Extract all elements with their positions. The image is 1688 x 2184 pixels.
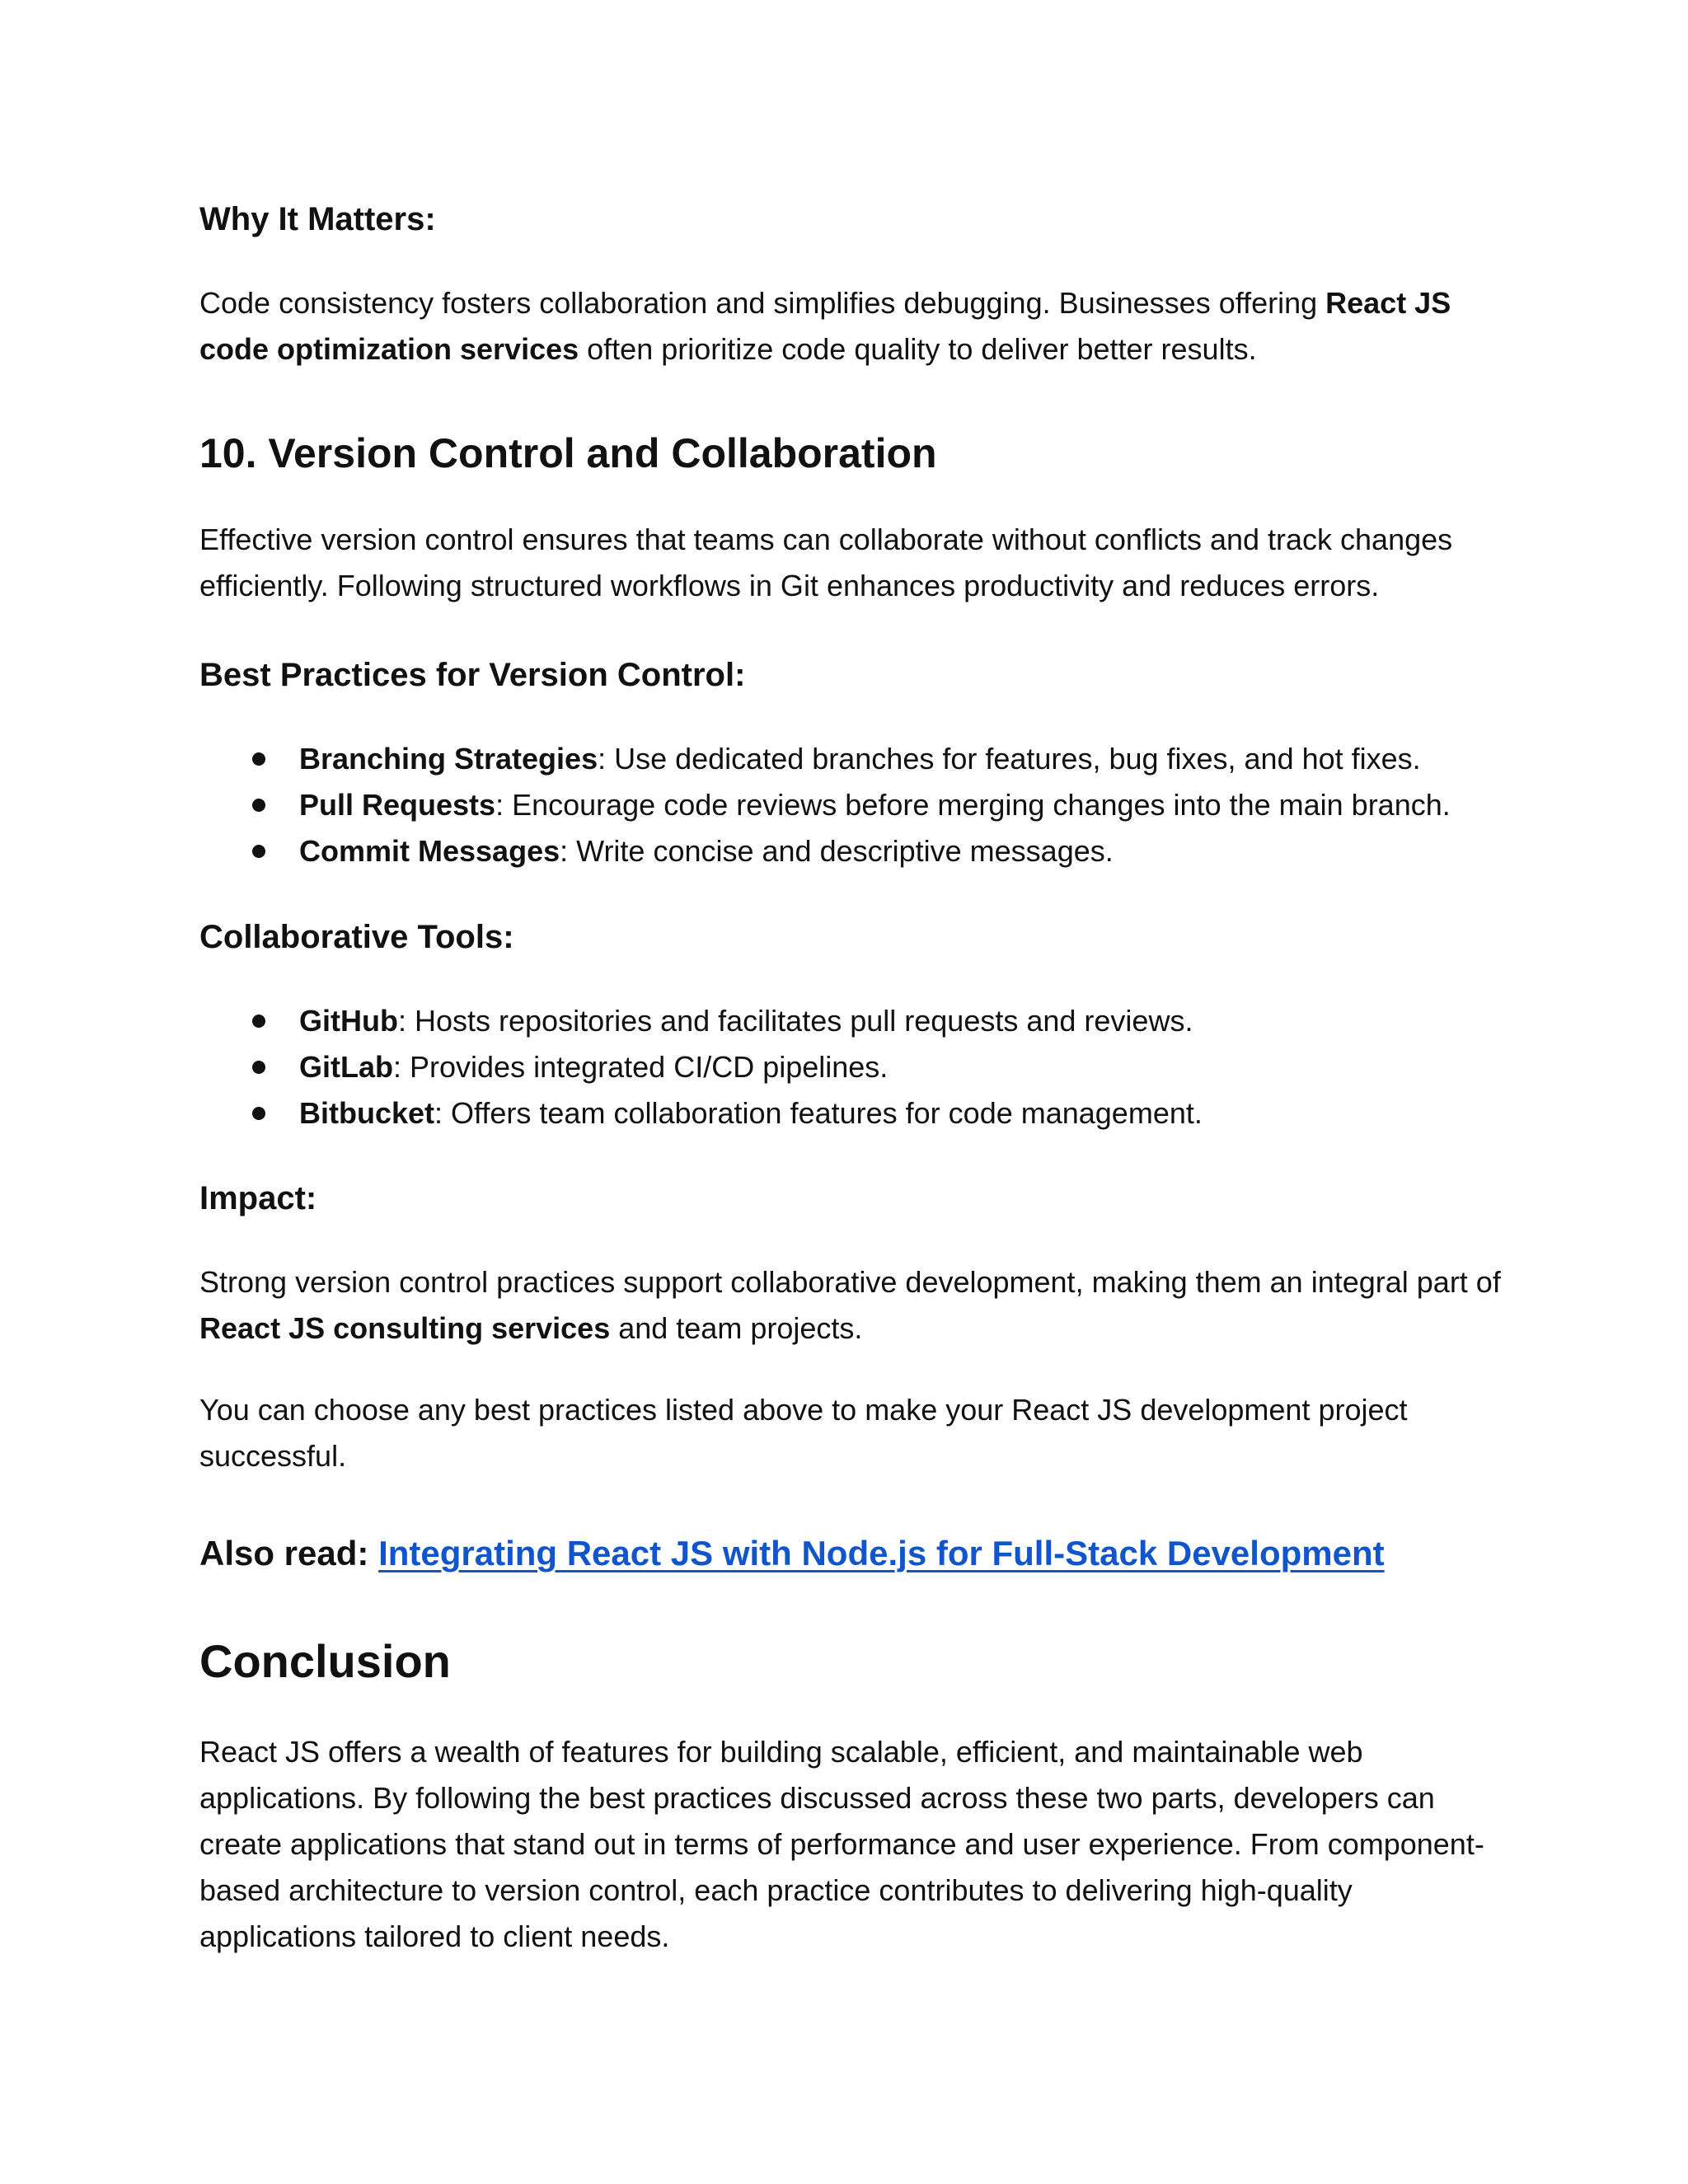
conclusion-paragraph: React JS offers a wealth of features for building scalable, efficient, and maintainable web applications. By following the best practices discussed across these two parts, developers can create applications that stand out in terms of performance and user experience. From component-based architecture to version control, each practice contributes to delivering high-quality applications tailored to client needs. (199, 1735, 1484, 1953)
also-read-heading: Also read: Integrating React JS with Node.js for Full-Stack Development (199, 1534, 1385, 1572)
bullet-icon (252, 799, 265, 812)
impact-heading: Impact: (199, 1180, 317, 1216)
section-10-heading: 10. Version Control and Collaboration (199, 430, 937, 476)
list-item: Pull Requests: Encourage code reviews before merging changes into the main branch. (199, 782, 1502, 828)
bullet-icon (252, 752, 265, 766)
bullet-icon (252, 1061, 265, 1074)
best-practices-list (199, 736, 1502, 874)
bold-phrase: React JS consulting services (199, 1311, 611, 1345)
list-item: Branching Strategies: Use dedicated branches for features, bug fixes, and hot fixes. (199, 736, 1502, 782)
bullet-icon (252, 845, 265, 858)
best-practices-heading: Best Practices for Version Control: (199, 657, 746, 693)
closing-paragraph: You can choose any best practices listed above to make your React JS development project successful. (199, 1393, 1408, 1473)
bold-phrase: React JS code optimization services (199, 286, 1451, 366)
collaborative-tools-heading: Collaborative Tools: (199, 919, 514, 955)
impact-paragraph: Strong version control practices support collaborative development, making them an integral part of React JS consulting services and team projects. (199, 1265, 1501, 1345)
why-it-matters-heading: Why It Matters: (199, 201, 436, 237)
why-it-matters-paragraph: Code consistency fosters collaboration and simplifies debugging. Businesses offering React JS code optimization services often prioritize code quality to deliver better results. (199, 286, 1451, 366)
list-item: Bitbucket: Offers team collaboration features for code management. (199, 1090, 1502, 1137)
section-10-intro: Effective version control ensures that teams can collaborate without conflicts and track changes efficiently. Following structured workflows in Git enhances productivity and reduces errors. (199, 523, 1453, 602)
also-read-link[interactable]: Integrating React JS with Node.js for Full-Stack Development (378, 1534, 1385, 1572)
list-item: Commit Messages: Write concise and descriptive messages. (199, 828, 1502, 874)
bullet-icon (252, 1015, 265, 1028)
collaborative-tools-list (199, 998, 1502, 1137)
conclusion-heading: Conclusion (199, 1635, 451, 1687)
list-item: GitLab: Provides integrated CI/CD pipelines. (199, 1044, 1502, 1090)
list-item: GitHub: Hosts repositories and facilitates pull requests and reviews. (199, 998, 1502, 1044)
bullet-icon (252, 1107, 265, 1120)
